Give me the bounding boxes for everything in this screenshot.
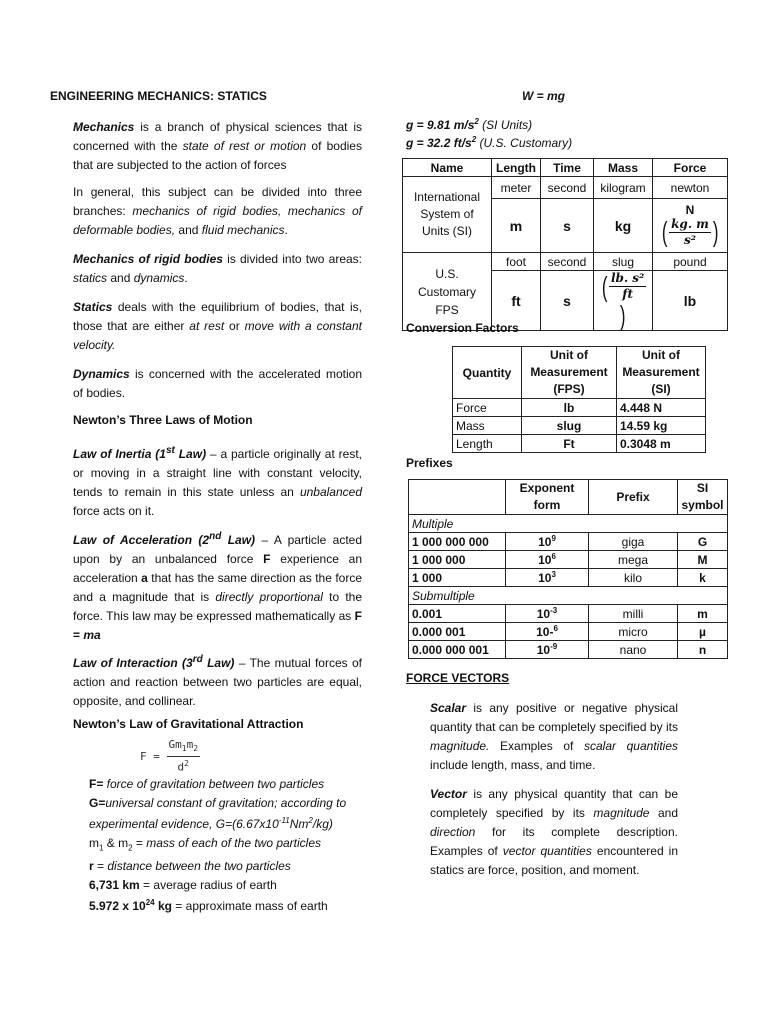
text: m [186,738,194,751]
force-vectors-heading: FORCE VECTORS [406,671,510,685]
us-system-name: U.S. Customary FPS [403,253,492,331]
prefix-number: 0.000 001 [409,623,506,641]
conv-row-length [453,435,706,453]
text: (U.S. Customary) [476,136,573,150]
text: or [224,319,245,333]
header-force: Force [653,159,728,177]
conv-fps-unit: Ft [522,435,617,453]
us-mass-symbol [594,271,653,331]
text: Law of Inertia (1 [73,447,166,461]
formula-lhs: F = [140,749,160,763]
text: (SI Units) [478,118,533,132]
si-mass-name: kilogram [594,177,653,199]
text: experience an acceleration [73,552,362,585]
prefix-submultiple-label-row [409,587,728,605]
formula-denominator [167,757,201,775]
text-italic: direction [430,825,476,839]
text: In general, this subject can be divided into three branches: [73,185,362,218]
blank-cell [678,515,728,533]
prefix-header-prefix: Prefix [589,480,678,515]
vector-paragraph [430,785,678,880]
conv-fps-unit: lb [522,399,617,417]
formula-numerator [167,738,201,757]
header-time: Time [541,159,594,177]
gravitation-formula [140,738,200,775]
prefix-number: 1 000 [409,569,506,587]
superscript: 6 [553,624,558,633]
si-length-name: meter [492,177,541,199]
text: . [184,271,188,285]
prefix-number: 0.000 000 001 [409,641,506,659]
law-of-interaction-paragraph [73,650,362,711]
prefix-name: nano [589,641,678,659]
prefix-name: giga [589,533,678,551]
superscript: 2 [474,117,479,126]
text: include length, mass, and time. [430,758,596,772]
conv-row-mass [453,417,706,435]
superscript: 9 [551,534,556,543]
text: force of gravitation between two particles [103,777,325,791]
text-italic: mass of each of the two particles [146,835,322,850]
text-bold: a [141,571,148,585]
prefix-row-nano [409,641,728,659]
superscript: -11 [278,816,290,825]
text: Nm [289,817,309,831]
text: Law) [202,656,235,670]
text: 10 [536,643,551,657]
prefix-exponent [506,623,589,641]
text: and [175,223,202,237]
text: universal constant of gravitation; according to experimental evidence, G=(6.67x10 [89,795,347,831]
blank-cell [506,587,589,605]
conv-fps-unit: slug [522,417,617,435]
header-length: Length [492,159,541,177]
conv-si-unit: 0.3048 m [617,435,706,453]
us-mass-name: slug [594,253,653,271]
text-bold: F = [73,609,362,642]
text-italic: magnitude [593,806,650,820]
us-force-symbol: lb [653,271,728,331]
superscript: 2 [471,135,477,144]
subscript: 1 [99,842,104,852]
text: and [649,806,678,820]
text: Law) [221,533,256,547]
text-italic: vector quantities [502,844,592,858]
conversion-factors-heading: Conversion Factors [406,321,519,335]
rigid-bodies-paragraph [73,250,362,288]
si-force-symbol [653,199,728,253]
prefix-name: micro [589,623,678,641]
text: 10 [538,553,552,567]
term-scalar: Scalar [430,701,467,715]
superscript: 2 [184,759,189,769]
text: 10 [538,571,552,585]
superscript: st [165,445,175,456]
units-header-row [403,159,728,177]
gravity-si [406,117,532,132]
text-italic: unbalanced [299,485,362,499]
subscript: 2 [193,744,199,754]
superscript: rd [192,654,203,665]
superscript: nd [209,531,222,542]
subscript: 1 [181,744,187,754]
def-gravitation-constant [89,794,369,834]
si-mass-symbol: kg [594,199,653,253]
def-distance [89,857,369,876]
us-row-names [403,253,728,271]
superscript: 24 [145,898,155,908]
text: force acts on it. [73,504,155,518]
text-italic: dynamics [133,271,185,285]
prefix-symbol: µ [678,623,728,641]
prefix-exponent [506,533,589,551]
us-length-symbol: ft [492,271,541,331]
prefix-multiple-label-row [409,515,728,533]
text: is concerned with the accelerated motion of bodies. [73,367,362,400]
conversion-table [452,346,706,453]
text: = [132,835,147,850]
paren-left: ( [661,216,668,247]
paren-left: ( [601,270,608,302]
text: ft [622,287,634,301]
def-earth-radius [89,876,369,895]
si-row-names [403,177,728,199]
text: 10 [536,607,551,621]
si-force-n: N [685,202,695,217]
prefix-exponent [506,551,589,569]
superscript: -9 [550,642,558,651]
prefix-symbol: M [678,551,728,569]
text: for its complete description. Examples of [430,825,678,858]
dynamics-paragraph [73,365,362,403]
text: – a particle originally at rest, or moving in a straight line with constant velocity, tends to remain in this state unless an [73,447,362,499]
text: g = 32.2 ft/s [406,136,472,150]
mechanics-paragraph [73,118,362,175]
prefix-exponent [506,569,589,587]
us-mass-fraction [609,271,646,302]
text: Gm [168,738,182,751]
prefix-row-mega [409,551,728,569]
si-force-name: newton [653,177,728,199]
superscript: 6 [551,552,556,561]
prefixes-table [408,479,728,659]
conv-header-si: Unit of Measurement (SI) [617,347,706,399]
conv-row-force [453,399,706,417]
text: encountered in statics are force, position, and moment. [430,844,678,877]
text: lb. s² [611,271,645,285]
text: /kg) [312,817,333,831]
prefix-number: 1 000 000 [409,551,506,569]
prefix-symbol: m [678,605,728,623]
prefix-header-symbol: SI symbol [678,480,728,515]
conv-quantity: Mass [453,417,522,435]
text: = approximate mass of earth [171,899,328,914]
text: Law of Interaction (3 [73,656,193,670]
text-italic: statics [73,271,108,285]
text: is a branch of physical sciences that is concerned with the [73,120,362,153]
text: – A particle acted upon by an unbalanced force [73,533,363,566]
text: Law of Acceleration (2 [73,533,210,547]
text: F= [89,777,104,791]
prefix-name: mega [589,551,678,569]
text-italic: scalar quantities [583,739,678,753]
text: G= [89,795,106,810]
term-dynamics: Dynamics [73,367,130,381]
text: that has the same direction as the force and a magnitude that is [73,571,363,604]
prefix-row-milli [409,605,728,623]
formula-fraction [167,738,201,775]
prefix-number: 0.001 [409,605,506,623]
prefix-exponent [506,605,589,623]
prefix-name: milli [589,605,678,623]
prefixes-heading: Prefixes [406,456,453,470]
superscript: 2 [308,816,313,825]
si-system-name: International System of Units (SI) [403,177,492,253]
paren-right: ) [620,300,626,331]
prefix-row-kilo [409,569,728,587]
text-italic: fluid mechanics [201,223,285,237]
conv-quantity: Force [453,399,522,417]
multiple-label: Multiple [409,515,506,533]
text: is divided into two areas: [222,252,362,266]
conversion-header-row [453,347,706,399]
text-bold: r [89,859,94,874]
text-italic: move with a constant velocity. [73,319,362,352]
us-time-symbol: s [541,271,594,331]
prefix-number: 1 000 000 000 [409,533,506,551]
text-italic: mechanics of rigid bodies, mechanics of deformable bodies, [73,204,362,237]
branches-paragraph [73,183,362,240]
law-of-acceleration-term [73,533,255,547]
gravitation-heading: Newton’s Law of Gravitational Attraction [73,717,304,731]
prefix-header-row [409,480,728,515]
def-earth-mass [89,894,369,916]
conv-header-quantity: Quantity [453,347,522,399]
prefix-row-giga [409,533,728,551]
prefix-symbol: G [678,533,728,551]
prefix-header-exponent: Exponent form [506,480,589,515]
units-table [402,158,728,331]
law-of-acceleration-paragraph [73,527,362,645]
text-bold: F [263,552,271,566]
text-italic: directly proportional [215,590,323,604]
text: is any physical quantity that can be completely specified by its [430,787,678,820]
text: & m [103,835,129,850]
text-bold: 6,731 km [89,877,140,892]
law-of-inertia-paragraph [73,441,362,521]
text-bold: 5.972 x 10 [89,899,146,914]
prefix-symbol: n [678,641,728,659]
text: 10 [538,535,552,549]
newton-laws-heading: Newton’s Three Laws of Motion [73,413,253,427]
text: is any positive or negative physical quantity that can be completely specified by its [430,701,678,734]
text: = average radius of earth [139,877,277,892]
text: kg. m [671,216,709,231]
text-italic: magnitude. [430,739,490,753]
prefix-exponent [506,641,589,659]
term-statics: Statics [73,300,113,314]
gravitation-definitions [89,775,369,916]
header-mass: Mass [594,159,653,177]
us-length-name: foot [492,253,541,271]
header-name: Name [403,159,492,177]
superscript: -3 [550,606,558,615]
blank-cell [678,587,728,605]
text: 10- [536,625,554,639]
si-time-symbol: s [541,199,594,253]
conv-si-unit: 4.448 N [617,399,706,417]
conv-si-unit: 14.59 kg [617,417,706,435]
law-of-inertia-term [73,447,206,461]
text: – The mutual forces of action and reaction between two particles are equal, opposite, and collinear. [73,656,362,708]
def-masses [89,834,369,858]
gravity-us [406,135,572,150]
blank-cell [589,587,678,605]
text: = [93,859,108,874]
scalar-paragraph [430,699,678,775]
conv-header-fps: Unit of Measurement (FPS) [522,347,617,399]
statics-paragraph [73,298,362,355]
document-title: ENGINEERING MECHANICS: STATICS [50,89,267,103]
text: . [284,223,288,237]
prefix-name: kilo [589,569,678,587]
prefix-symbol: k [678,569,728,587]
term-vector: Vector [430,787,467,801]
text: deals with the equilibrium of bodies, that is, those that are either [73,300,362,333]
blank-cell [506,515,589,533]
weight-equation: W = mg [522,89,566,103]
text: m [89,835,99,850]
text: Law) [174,447,207,461]
text: to the force. This law may be expressed mathematically as [73,590,363,623]
text: of bodies that are subjected to the action of forces [73,139,362,172]
subscript: 2 [128,842,133,852]
blank-cell [589,515,678,533]
conv-quantity: Length [453,435,522,453]
def-force [89,775,369,794]
paren-right: ) [712,216,719,247]
text: s² [683,232,696,247]
text-italic: at rest [189,319,225,333]
submultiple-label: Submultiple [409,587,506,605]
text: g = 9.81 m/s [406,118,475,132]
text-bold-italic: ma [83,628,101,642]
si-length-symbol: m [492,199,541,253]
text-italic: state of rest or motion [182,139,307,153]
text: Examples of [489,739,584,753]
prefix-header-blank [409,480,506,515]
term-mechanics: Mechanics [73,120,135,134]
text: d [177,760,185,774]
term-rigid-bodies: Mechanics of rigid bodies [73,252,223,266]
us-time-name: second [541,253,594,271]
superscript: 3 [551,570,556,579]
text-bold: kg [154,899,172,914]
si-force-fraction [669,217,711,248]
prefix-row-micro [409,623,728,641]
us-force-name: pound [653,253,728,271]
text-italic: distance between the two particles [107,859,291,874]
si-time-name: second [541,177,594,199]
text: and [107,271,134,285]
law-of-interaction-term [73,656,234,670]
